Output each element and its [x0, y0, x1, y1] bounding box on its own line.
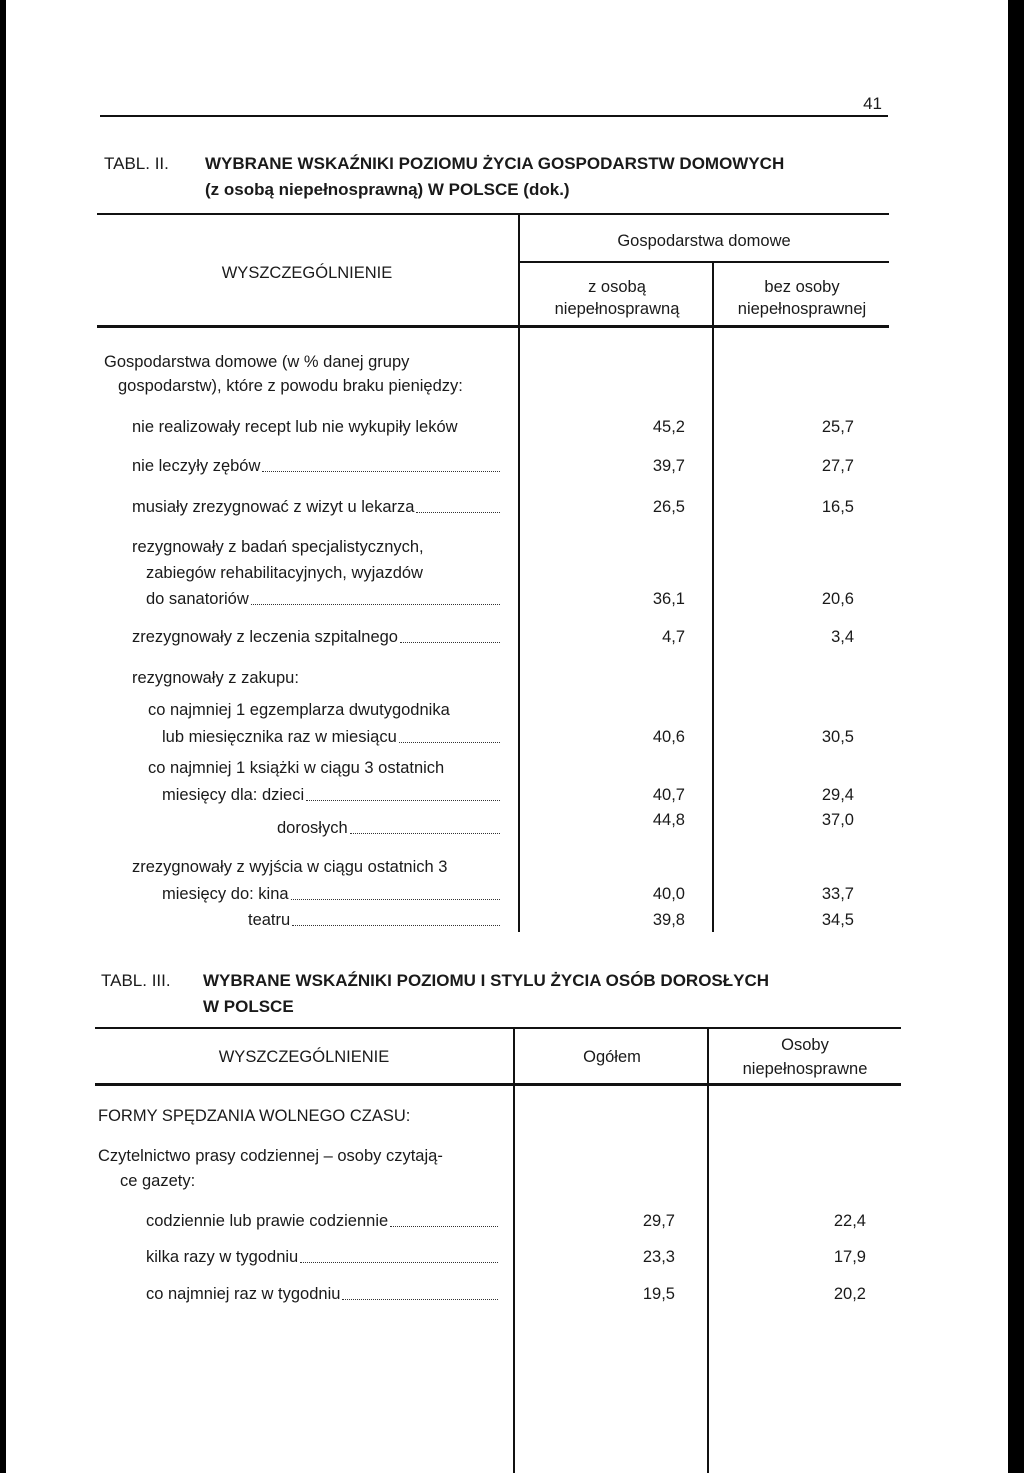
row-value-total: 19,5: [642, 1285, 675, 1303]
row-value-with: 40,0: [652, 885, 685, 903]
dot-leader: [292, 925, 500, 926]
table2-title-cont: (z osobą niepełnosprawną) W POLSCE (dok.): [205, 180, 570, 199]
table-row: [146, 1247, 498, 1267]
row-value-with: 40,6: [652, 728, 685, 746]
table3-col-header-disabled: Osoby: [781, 1036, 829, 1054]
row-value-without: 3,4: [831, 628, 854, 646]
row-value-with: 39,7: [652, 457, 685, 475]
table2-group-rule: [520, 261, 889, 263]
dot-leader: [390, 1226, 498, 1227]
row-value-without: 34,5: [821, 911, 854, 929]
row-label: co najmniej 1 egzemplarza dwutygodnika: [148, 701, 450, 719]
table3-subsection: Czytelnictwo prasy codziennej – osoby czytają-: [98, 1147, 443, 1165]
dot-leader: [300, 1262, 498, 1263]
row-value-with: 36,1: [652, 590, 685, 608]
table3-title: WYBRANE WSKAŹNIKI POZIOMU I STYLU ŻYCIA OSÓB DOROSŁYCH: [203, 971, 770, 990]
table2-header-rule: [97, 325, 889, 328]
row-value-total: 29,7: [642, 1212, 675, 1230]
row-value-without: 27,7: [821, 457, 854, 475]
row-value-disabled: 20,2: [833, 1285, 866, 1303]
table-row: [162, 785, 500, 805]
row-label: nie leczyły zębów: [132, 457, 261, 475]
table2-top-rule: [97, 213, 889, 215]
row-label-cont: miesięcy dla: dzieci: [162, 786, 305, 804]
row-value-without: 29,4: [821, 786, 854, 804]
row-label: musiały zrezygnować z wizyt u lekarza: [132, 498, 415, 516]
table2-col-divider-2: [712, 262, 714, 932]
table-row: [132, 497, 500, 517]
table2-col-header-without: bez osoby: [764, 278, 840, 296]
row-label: teatru: [248, 911, 291, 929]
dot-leader: [262, 471, 500, 472]
table2-title: WYBRANE WSKAŹNIKI POZIOMU ŻYCIA GOSPODARSTW DOMOWYCH: [205, 154, 785, 173]
table3-title-cont: W POLSCE: [203, 997, 294, 1016]
page-number: 41: [863, 94, 882, 113]
table-row: [146, 589, 500, 609]
table3-col-header-disabled-cont: niepełnosprawne: [742, 1060, 868, 1078]
row-value-with: 4,7: [662, 628, 685, 646]
row-label: zrezygnowały z wyjścia w ciągu ostatnich 3: [132, 858, 448, 876]
table2-col-header-without-cont: niepełnosprawnej: [737, 300, 867, 318]
row-value-without: 20,6: [821, 590, 854, 608]
table3-label: TABL. III.: [101, 971, 171, 990]
table-row: [132, 417, 504, 437]
row-value-without: 25,7: [821, 418, 854, 436]
row-label: codziennie lub prawie codziennie: [146, 1212, 389, 1230]
dot-leader: [291, 899, 500, 900]
row-value-without: 30,5: [821, 728, 854, 746]
table3-col-header-total: Ogółem: [583, 1048, 641, 1066]
row-value-without: 16,5: [821, 498, 854, 516]
row-label-cont: miesięcy do: kina: [162, 885, 289, 903]
row-label-cont: do sanatoriów: [146, 590, 249, 608]
table3-col-divider-1: [513, 1028, 515, 1473]
row-value-without: 37,0: [821, 811, 854, 829]
row-label: zrezygnowały z leczenia szpitalnego: [132, 628, 398, 646]
row-value-disabled: 17,9: [833, 1248, 866, 1266]
table2-intro: Gospodarstwa domowe (w % danej grupy: [104, 353, 410, 371]
table-row: [132, 627, 500, 647]
table2-col-group-header: Gospodarstwa domowe: [617, 232, 791, 250]
row-value-total: 23,3: [642, 1248, 675, 1266]
dot-leader: [251, 604, 500, 605]
dot-leader: [306, 800, 500, 801]
table-row: [146, 1284, 498, 1304]
table2-col-header-with-cont: niepełnosprawną: [554, 300, 680, 318]
table3-top-rule: [95, 1027, 901, 1029]
row-value-disabled: 22,4: [833, 1212, 866, 1230]
row-label-cont: lub miesięcznika raz w miesiącu: [162, 728, 397, 746]
dot-leader: [416, 512, 500, 513]
row-label: rezygnowały z badań specjalistycznych,: [132, 538, 424, 556]
row-value-with: 39,8: [652, 911, 685, 929]
row-value-with: 40,7: [652, 786, 685, 804]
dot-leader: [350, 833, 500, 834]
table-row: [248, 910, 500, 930]
row-label: rezygnowały z zakupu:: [132, 669, 299, 687]
table-row: [132, 456, 500, 476]
table3-section-title: FORMY SPĘDZANIA WOLNEGO CZASU:: [98, 1107, 411, 1125]
row-label: co najmniej 1 książki w ciągu 3 ostatnich: [148, 759, 445, 777]
table-row: [162, 884, 500, 904]
dot-leader: [400, 642, 500, 643]
row-label: nie realizowały recept lub nie wykupiły leków: [132, 418, 458, 436]
table2-col-divider-1: [518, 214, 520, 932]
table-row: [162, 727, 500, 747]
row-value-with: 44,8: [652, 811, 685, 829]
row-label: kilka razy w tygodniu: [146, 1248, 299, 1266]
dot-leader: [342, 1299, 498, 1300]
row-value-with: 45,2: [652, 418, 685, 436]
table3-col-divider-2: [707, 1028, 709, 1473]
row-label-cont: zabiegów rehabilitacyjnych, wyjazdów: [146, 564, 423, 582]
row-value-with: 26,5: [652, 498, 685, 516]
table3-subsection-cont: ce gazety:: [120, 1172, 196, 1190]
row-value-without: 33,7: [821, 885, 854, 903]
row-label: co najmniej raz w tygodniu: [146, 1285, 341, 1303]
table2-label: TABL. II.: [104, 154, 169, 173]
table2-intro-cont: gospodarstw), które z powodu braku pieniędzy:: [118, 377, 463, 395]
row-label: dorosłych: [277, 819, 348, 837]
table3-col-header-desc: WYSZCZEGÓLNIENIE: [218, 1048, 390, 1066]
table-row: [146, 1211, 498, 1231]
scan-edge-right: [1008, 0, 1024, 1473]
dot-leader: [399, 742, 500, 743]
header-rule: [100, 115, 888, 117]
scan-edge-left: [0, 0, 6, 1473]
table2-col-header-with: z osobą: [588, 278, 646, 296]
table2-col-header-desc: WYSZCZEGÓLNIENIE: [221, 264, 393, 282]
table3-header-rule: [95, 1083, 901, 1086]
table-row: [277, 818, 500, 838]
